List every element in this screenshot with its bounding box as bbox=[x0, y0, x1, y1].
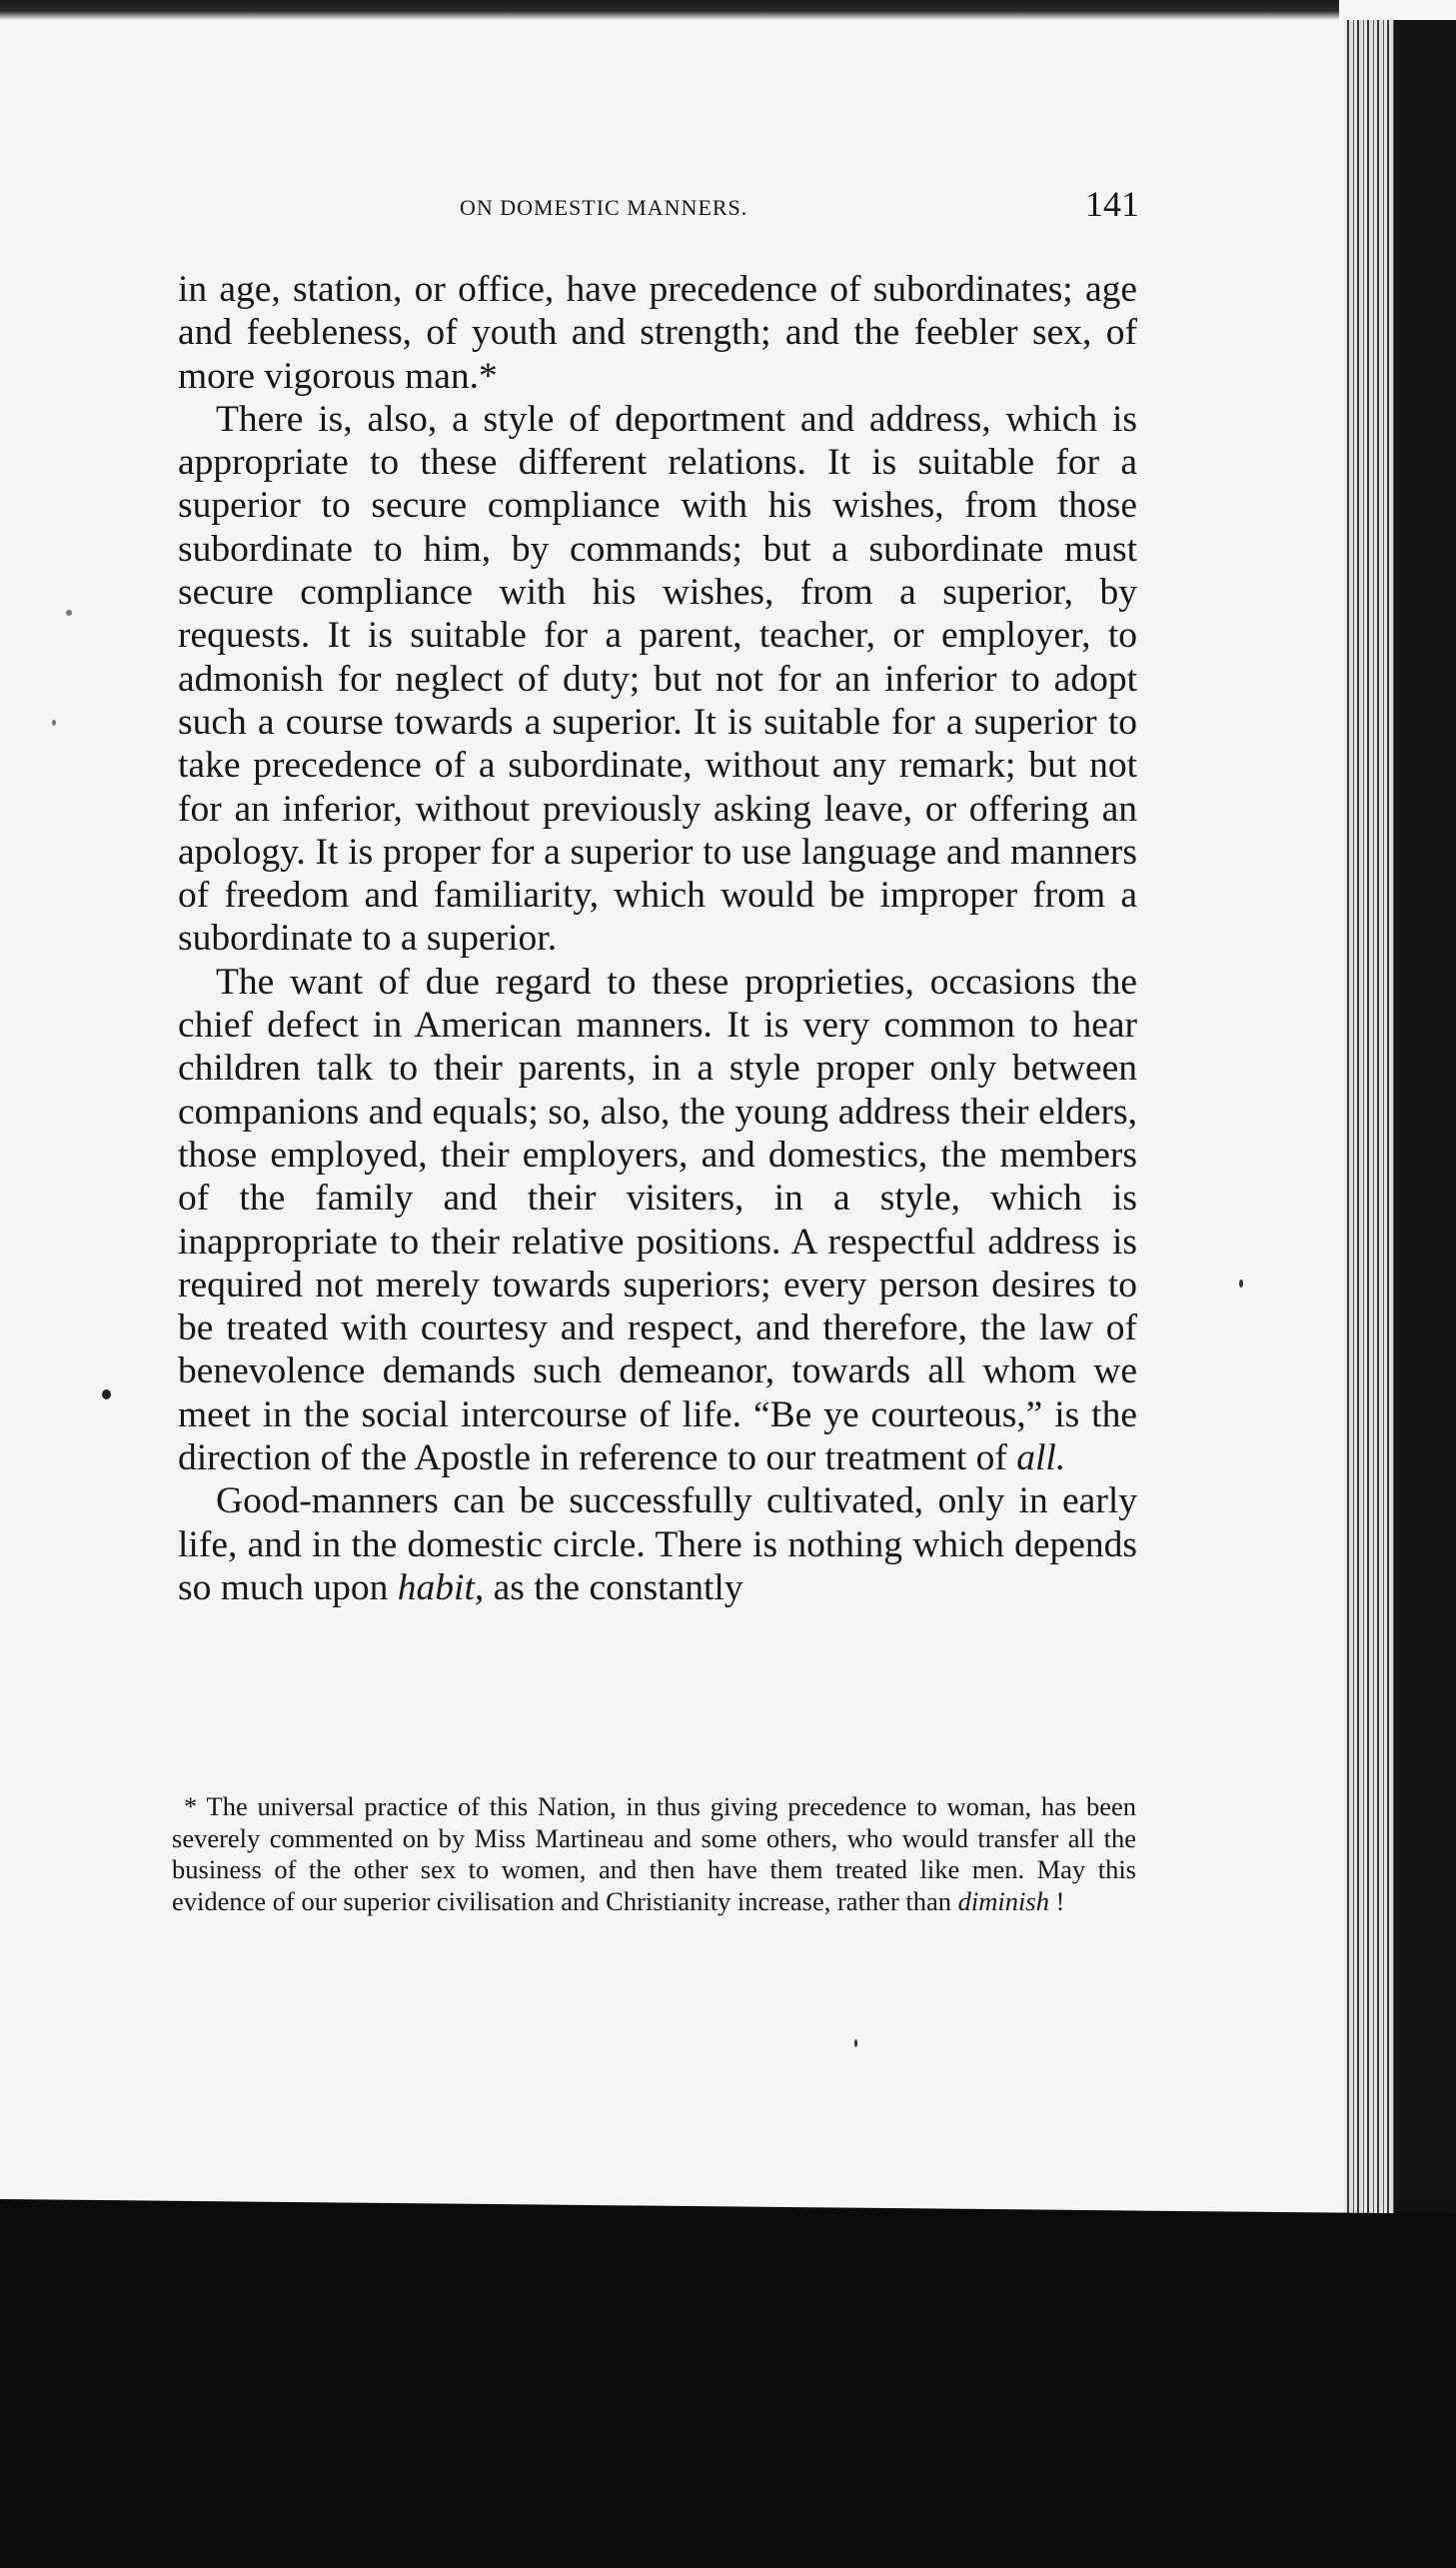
scan-bottom-edge bbox=[0, 2199, 1456, 2568]
scan-right-edge bbox=[1394, 20, 1456, 2568]
paragraph: There is, also, a style of deportment and address, which is appropriate to these different relations. It is suitable for a superior to secure compliance with his wishes, from those subordinate to him, by commands; but a subordinate must secure compliance with his wishes, from a superior, by requests. It is suitable for a parent, teacher, or employer, to admonish for neglect of duty; but not for an inferior to adopt such a course towards a superior. It is suitable for a superior to take precedence of a subordinate, without any remark; but not for an inferior, without previously asking leave, or offering an apology. It is proper for a superior to use language and manners of freedom and familiarity, which would be improper from a subordinate to a superior. bbox=[178, 398, 1137, 960]
text-run: * The universal practice of this Nation, in thus giving precedence to woman, has been severely commented on by Miss Martineau and some others, who would transfer all the business of the other sex to women, and then have them treated like men. May this evidence of our superior civilisation and Christianity increase, rather than bbox=[172, 1791, 1136, 1916]
scan-top-edge bbox=[0, 0, 1339, 20]
emphasis: diminish bbox=[957, 1885, 1049, 1916]
scan-speck bbox=[52, 720, 56, 726]
page-header bbox=[180, 183, 1139, 233]
scan-speck bbox=[1239, 1280, 1243, 1287]
body-text bbox=[178, 268, 1137, 1609]
text-run: ! bbox=[1048, 1885, 1065, 1916]
scan-speck bbox=[66, 610, 72, 616]
scan-speck bbox=[102, 1389, 111, 1399]
footnote-text bbox=[172, 1791, 1136, 1917]
footnote bbox=[172, 1791, 1136, 1917]
paragraph bbox=[178, 1479, 1137, 1609]
scan-speck bbox=[854, 2039, 857, 2047]
page-number: 141 bbox=[1085, 184, 1139, 224]
paragraph bbox=[178, 961, 1137, 1480]
running-title: ON DOMESTIC MANNERS. bbox=[460, 195, 748, 220]
text-run: The want of due regard to these proprieties, occasions the chief defect in American manners. It is very common to hear children talk to their parents, in a style proper only between companions and equals; so, also, the young address their elders, those employed, their employers, and domestics, the members of the family and their visiters, in a style, which is inappropriate to their relative positions. A respectful address is required not merely towards superiors; every person desires to be treated with courtesy and respect, and therefore, the law of benevolence demands such demeanor, towards all whom we meet in the social intercourse of life. “Be ye courteous,” is the direction of the Apostle in reference to our treatment of bbox=[178, 961, 1137, 1479]
text-run: as the constantly bbox=[484, 1566, 743, 1608]
paragraph: in age, station, or office, have precedence of subordinates; age and feebleness, of youth and strength; and the feebler sex, of more vigorous man.* bbox=[178, 269, 1137, 397]
emphasis: all. bbox=[1016, 1437, 1066, 1479]
emphasis: habit, bbox=[397, 1566, 485, 1608]
text-run: Good-manners can be successfully cultivated, only in early life, and in the domestic circle. There is nothing which depends so much upon bbox=[178, 1480, 1137, 1608]
